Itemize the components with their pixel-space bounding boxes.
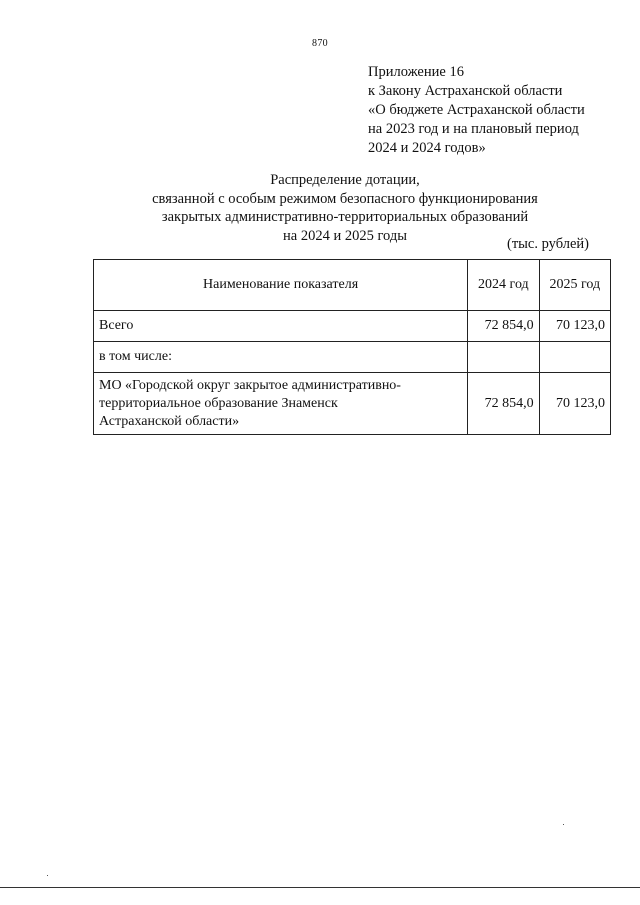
row-value-2024: 72 854,0 [468,311,539,342]
row-name-line: МО «Городской округ закрытое административно- [99,377,401,393]
annex-line: Приложение 16 [368,64,464,80]
table-row-municipality [94,373,611,435]
row-name [94,373,468,435]
page-bottom-edge [0,887,640,888]
table-header-row [94,260,611,311]
header-year-2024: 2024 год [468,260,539,311]
row-name-line: территориальное образование Знаменск [99,395,338,411]
row-name: Всего [94,311,468,342]
title-line: на 2024 и 2025 годы [283,227,407,244]
annex-line: на 2023 год и на плановый период [368,121,579,137]
row-value-2025: 70 123,0 [539,373,610,435]
title-line: закрытых административно-территориальных образований [161,209,529,225]
scan-speck [563,824,564,825]
annex-line: к Закону Астраханской области [368,83,563,99]
annex-line: 2024 и 2024 годов» [368,140,486,156]
row-value-2025 [539,342,610,373]
page-number: 870 [312,38,328,49]
header-indicator-name: Наименование показателя [94,260,468,311]
annex-block [368,63,585,158]
table-row-including [94,342,611,373]
row-value-2025: 70 123,0 [539,311,610,342]
row-value-2024 [468,342,539,373]
document-title [0,171,640,245]
scan-speck [47,875,48,876]
units-label: (тыс. рублей) [507,236,589,252]
title-line: Распределение дотации, [270,172,420,188]
title-line: связанной с особым режимом безопасного функционирования [152,190,538,207]
row-name: в том числе: [94,342,468,373]
annex-line: «О бюджете Астраханской области [368,102,585,118]
row-value-2024: 72 854,0 [468,373,539,435]
row-name-line: Астраханской области» [99,413,240,429]
table-row-total [94,311,611,342]
header-year-2025: 2025 год [539,260,610,311]
subsidy-table [93,259,611,435]
